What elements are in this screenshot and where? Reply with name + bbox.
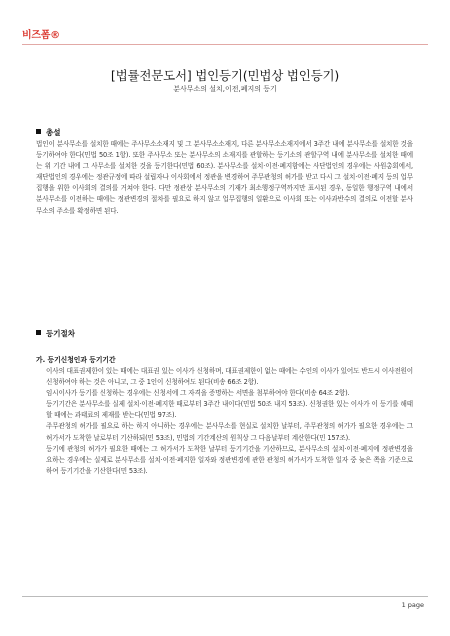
document-title: [법률전문도서] 법인등기(민법상 법인등기) — [110, 68, 340, 83]
section-heading-label: 총설 — [46, 128, 61, 137]
document-subtitle: 분사무소의 설치,이전,폐지의 등기 — [173, 85, 277, 93]
section-heading-overview — [36, 127, 61, 138]
bizforms-logo: 비즈폼® — [22, 30, 60, 41]
overview-paragraph: 법인이 분사무소를 설치한 때에는 주사무소소재지 및 그 분사무소소재지, 다른 분사무소소재지에서 3주간 내에 분사무소를 설치한 것을 등기하여야 한다(민법 50조 1항). 또한 주사무소 또는 분사무소의 소재지를 관할하는 등기소의 관할구역 내에 분사무소를 설치한 때에는 위 기간 내에 그 사무소를 설치한 것을 등기한다(민법 60조). 분사무소를 설치·이전·폐지함에는 사단법인의 경우에는 사원총회에서, 재단법인의 경우에는 정관규정에 따라 설립자나 이사회에서 정관을 변경하여 주무관청의 허가를 받고 다시 그 설치·이전·폐지 등의 업무집행을 위한 이사회의 결의를 거쳐야 한다. 다만 정관상 분사무소의 기재가 최소행정구역까지만 표시된 경우, 동일한 행정구역 내에서 분사무소를 이전하는 때에는 정관변경의 절차를 필요로 하지 않고 업무집행의 일환으로 이사회 또는 이사과반수의 결의로 이전할 분사무소의 주소를 확정하면 된다. — [36, 140, 413, 215]
square-bullet-icon — [36, 330, 41, 335]
square-bullet-icon — [36, 129, 41, 134]
footer-divider — [22, 596, 428, 597]
procedure-paragraph: 등기기간은 분사무소를 실제 설치·이전·폐지한 때로부터 3주간 내이다(민법 50조 내지 53조). 신청권한 있는 이사가 이 등기를 해태할 때에는 과태료의 제재를 받는다(민법 97조). — [46, 400, 413, 420]
header-divider — [22, 44, 428, 45]
section-heading-procedure — [36, 328, 75, 339]
procedure-paragraph: 이사의 대표권제한이 있는 때에는 대표권 있는 이사가 신청하며, 대표권제한이 없는 때에는 수인의 이사가 있어도 반드시 이사전원이 신청하여야 하는 것은 아니고, 그 중 1인이 신청하여도 된다(비송 66조 2항). — [46, 367, 413, 387]
procedure-paragraph: 임시이사가 등기를 신청하는 경우에는 신청서에 그 자격을 증명하는 서면을 첨부하여야 한다(비송 64조 2항). — [46, 389, 350, 398]
procedure-paragraphs — [46, 366, 413, 477]
procedure-paragraph: 등기에 관청의 허가가 필요한 때에는 그 허가서가 도착한 날부터 등기기간을 기산하므로, 분사무소의 설치·이전·폐지에 정관변경을 요하는 경우에는 실제로 분사무소를 설치·이전·폐지한 일자와 정관변경에 관한 관청의 허가서가 도착한 일자 중 늦은 쪽을 기준으로 하여 등기기간을 기산한다(민 53조). — [46, 444, 413, 475]
procedure-paragraph: 주무관청의 허가를 필요로 하는 하지 아니하는 경우에는 분사무소를 현실로 설치한 날부터, 주무관청의 허가가 필요한 경우에는 그 허가서가 도착한 날로부터 기산하되(민 53조), 민법의 기간계산의 원칙상 그 다음날부터 계산한다(민 157조). — [46, 422, 413, 442]
page-number: 1 page — [401, 601, 424, 609]
section-heading-label: 등기절차 — [46, 329, 75, 338]
subheading-applicant-period: 가. 등기신청인과 등기기간 — [36, 356, 116, 364]
